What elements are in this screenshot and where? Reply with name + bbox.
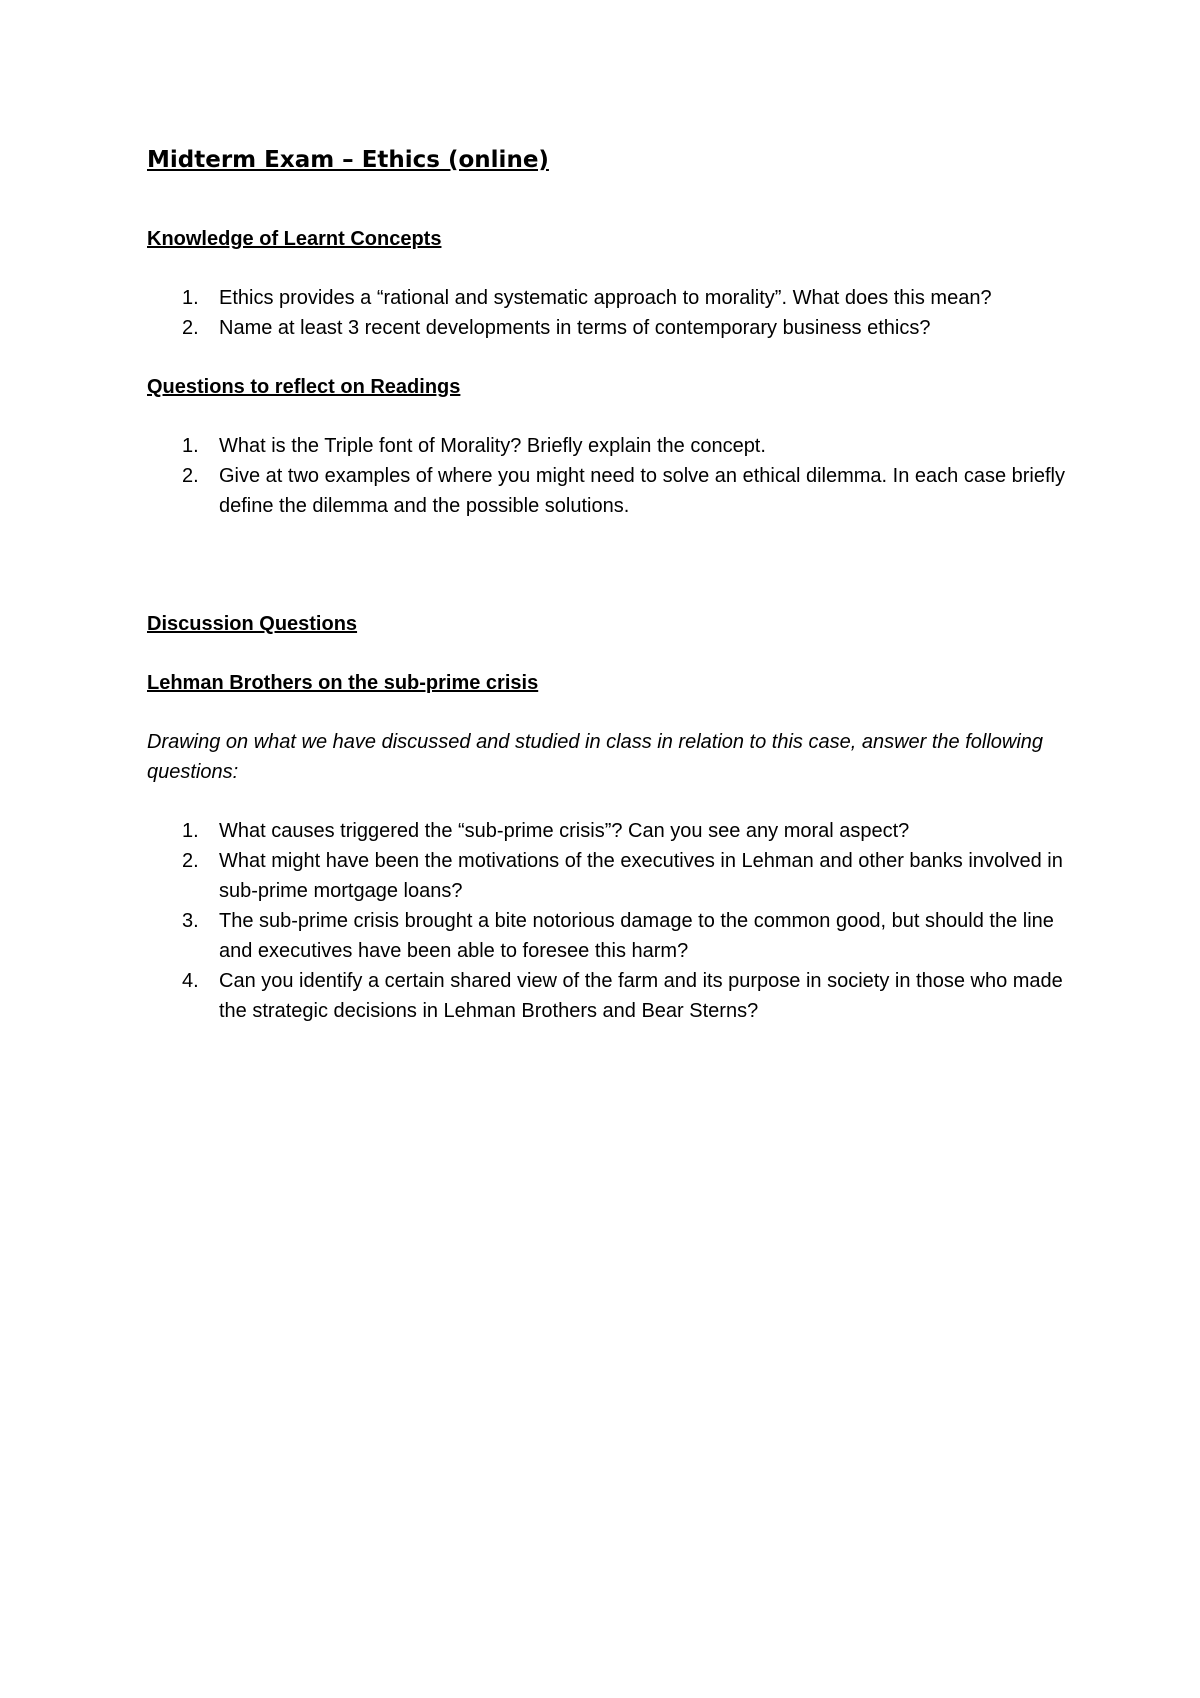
item-number: 4.: [182, 970, 199, 992]
case-heading: Lehman Brothers on the sub-prime crisis: [147, 672, 539, 694]
document-title: Midterm Exam – Ethics (online): [147, 147, 549, 173]
list-item: [147, 906, 1077, 966]
item-text: Give at two examples of where you might need to solve an ethical dilemma. In each case briefly define the dilemma and the possible solutions.: [219, 465, 1065, 517]
item-text: The sub-prime crisis brought a bite notorious damage to the common good, but should the line and executives have been able to foresee this harm?: [219, 910, 1054, 962]
case-instructions: Drawing on what we have discussed and studied in class in relation to this case, answer the following questions:: [147, 731, 1044, 783]
item-number: 3.: [182, 910, 199, 932]
list-item: [147, 283, 1077, 313]
readings-question-list: [147, 431, 1077, 521]
section-heading-knowledge: Knowledge of Learnt Concepts: [147, 228, 442, 250]
item-number: 1.: [182, 820, 199, 842]
document-page: [147, 140, 1077, 1026]
item-number: 2.: [182, 850, 199, 872]
list-item: [147, 313, 1077, 343]
item-text: Name at least 3 recent developments in terms of contemporary business ethics?: [219, 317, 931, 339]
item-number: 1.: [182, 287, 199, 309]
item-text: What might have been the motivations of the executives in Lehman and other banks involved in sub-prime mortgage loans?: [219, 850, 1063, 902]
item-text: What is the Triple font of Morality? Briefly explain the concept.: [219, 435, 766, 457]
list-item: [147, 846, 1077, 906]
knowledge-question-list: [147, 283, 1077, 343]
discussion-question-list: [147, 816, 1077, 1026]
section-heading-readings: Questions to reflect on Readings: [147, 376, 461, 398]
item-number: 1.: [182, 435, 199, 457]
item-text: Ethics provides a “rational and systematic approach to morality”. What does this mean?: [219, 287, 992, 309]
list-item: [147, 966, 1077, 1026]
item-text: What causes triggered the “sub-prime crisis”? Can you see any moral aspect?: [219, 820, 910, 842]
item-number: 2.: [182, 317, 199, 339]
item-text: Can you identify a certain shared view of the farm and its purpose in society in those who made the strategic decisions in Lehman Brothers and Bear Sterns?: [219, 970, 1063, 1022]
list-item: [147, 431, 1077, 461]
list-item: [147, 816, 1077, 846]
item-number: 2.: [182, 465, 199, 487]
section-heading-discussion: Discussion Questions: [147, 613, 358, 635]
list-item: [147, 461, 1077, 521]
